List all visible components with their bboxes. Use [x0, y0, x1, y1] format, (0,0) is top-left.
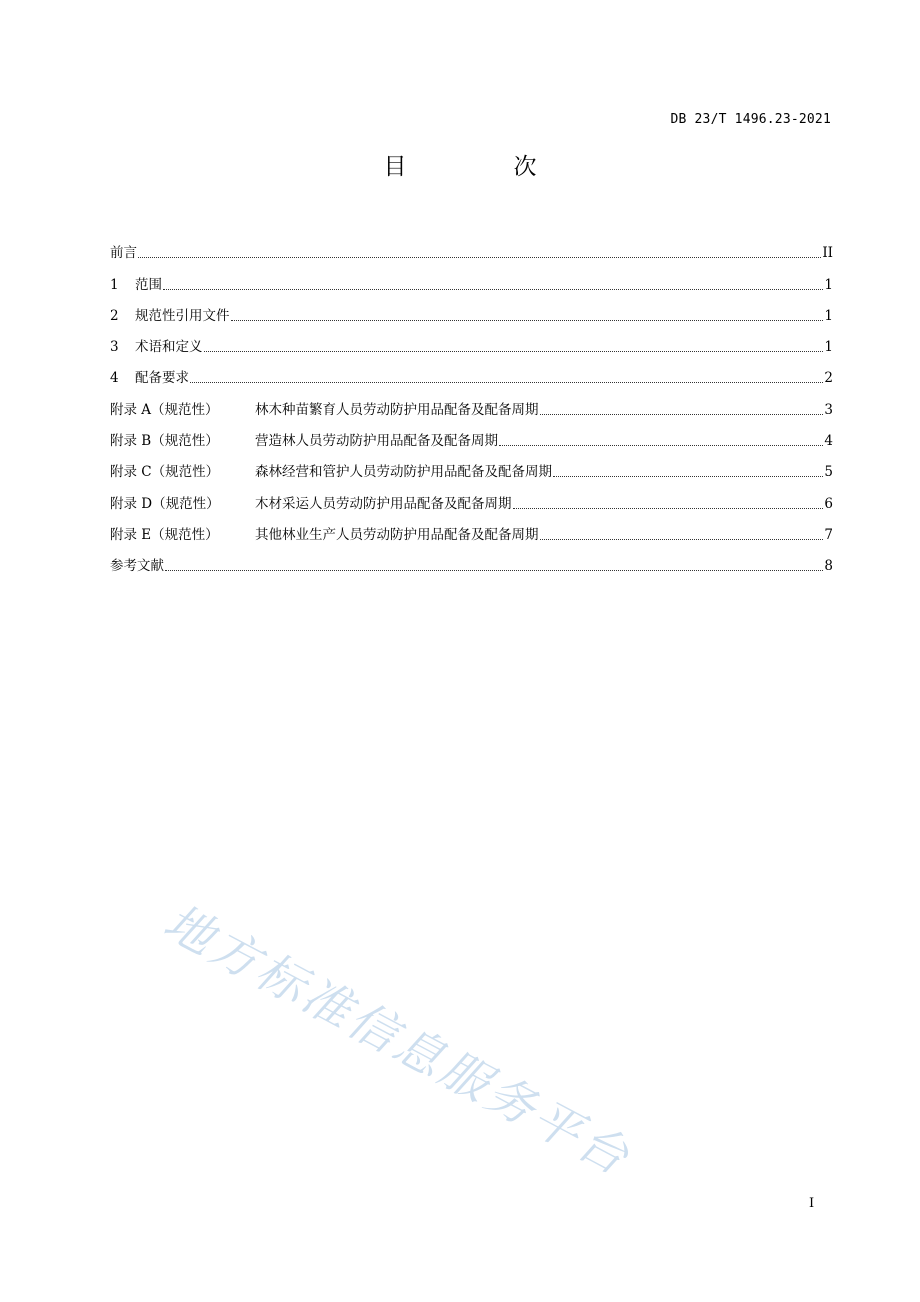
toc-entry-appendix-a[interactable]: [110, 388, 833, 419]
toc-appendix-number: 附录 C（规范性）: [110, 464, 220, 481]
toc-entry-label: 配备要求: [135, 370, 189, 387]
toc-entry-number: 4: [110, 370, 119, 387]
document-code: DB 23/T 1496.23-2021: [670, 112, 831, 127]
toc-entry-label: 前言: [110, 245, 137, 262]
table-of-contents: [110, 232, 833, 576]
toc-entry-label: 术语和定义: [135, 339, 203, 356]
leader-dots: [540, 413, 824, 415]
watermark: 地方标准信息服务平台: [154, 893, 641, 1188]
toc-entry-page: 5: [824, 464, 833, 481]
toc-appendix-number: 附录 D（规范性）: [110, 495, 220, 512]
toc-entry-page: 4: [824, 433, 833, 450]
leader-dots: [138, 256, 821, 258]
toc-entry-label: 森林经营和管护人员劳动防护用品配备及配备周期: [255, 464, 552, 481]
toc-entry-page: II: [822, 245, 833, 262]
toc-entry-label: 范围: [135, 276, 162, 293]
leader-dots: [231, 319, 824, 321]
page-number: I: [809, 1196, 815, 1211]
toc-entry-scope[interactable]: [110, 263, 833, 294]
toc-entry-number: 3: [110, 339, 119, 356]
leader-dots: [190, 381, 823, 383]
toc-entry-number: 2: [110, 307, 119, 324]
toc-entry-page: 3: [824, 401, 833, 418]
leader-dots: [499, 444, 823, 446]
toc-entry-appendix-e[interactable]: [110, 514, 833, 545]
leader-dots: [513, 507, 824, 509]
page-title: 目 次: [383, 154, 579, 180]
toc-entry-label: 林木种苗繁育人员劳动防护用品配备及配备周期: [255, 401, 539, 418]
toc-entry-foreword[interactable]: [110, 232, 833, 263]
toc-entry-appendix-c[interactable]: [110, 451, 833, 482]
toc-entry-normative-references[interactable]: [110, 295, 833, 326]
toc-entry-requirements[interactable]: [110, 357, 833, 388]
leader-dots: [163, 288, 823, 290]
toc-entry-label: 参考文献: [110, 558, 164, 575]
toc-entry-label: 其他林业生产人员劳动防护用品配备及配备周期: [255, 526, 539, 543]
toc-entry-page: 1: [824, 276, 833, 293]
toc-appendix-number: 附录 A（规范性）: [110, 401, 219, 418]
toc-entry-number: 1: [110, 276, 119, 293]
toc-entry-bibliography[interactable]: [110, 545, 833, 576]
toc-entry-page: 1: [824, 339, 833, 356]
toc-entry-label: 规范性引用文件: [135, 307, 230, 324]
toc-entry-page: 1: [824, 307, 833, 324]
toc-entry-page: 2: [824, 370, 833, 387]
toc-entry-page: 8: [824, 558, 833, 575]
toc-appendix-number: 附录 B（规范性）: [110, 433, 219, 450]
toc-entry-terms-definitions[interactable]: [110, 326, 833, 357]
toc-entry-appendix-d[interactable]: [110, 482, 833, 513]
leader-dots: [553, 475, 823, 477]
leader-dots: [204, 350, 824, 352]
toc-entry-page: 7: [824, 526, 833, 543]
leader-dots: [165, 569, 823, 571]
leader-dots: [540, 538, 824, 540]
toc-entry-appendix-b[interactable]: [110, 420, 833, 451]
toc-appendix-number: 附录 E（规范性）: [110, 526, 219, 543]
toc-entry-label: 营造林人员劳动防护用品配备及配备周期: [255, 433, 498, 450]
toc-entry-page: 6: [824, 495, 833, 512]
toc-entry-label: 木材采运人员劳动防护用品配备及配备周期: [255, 495, 512, 512]
